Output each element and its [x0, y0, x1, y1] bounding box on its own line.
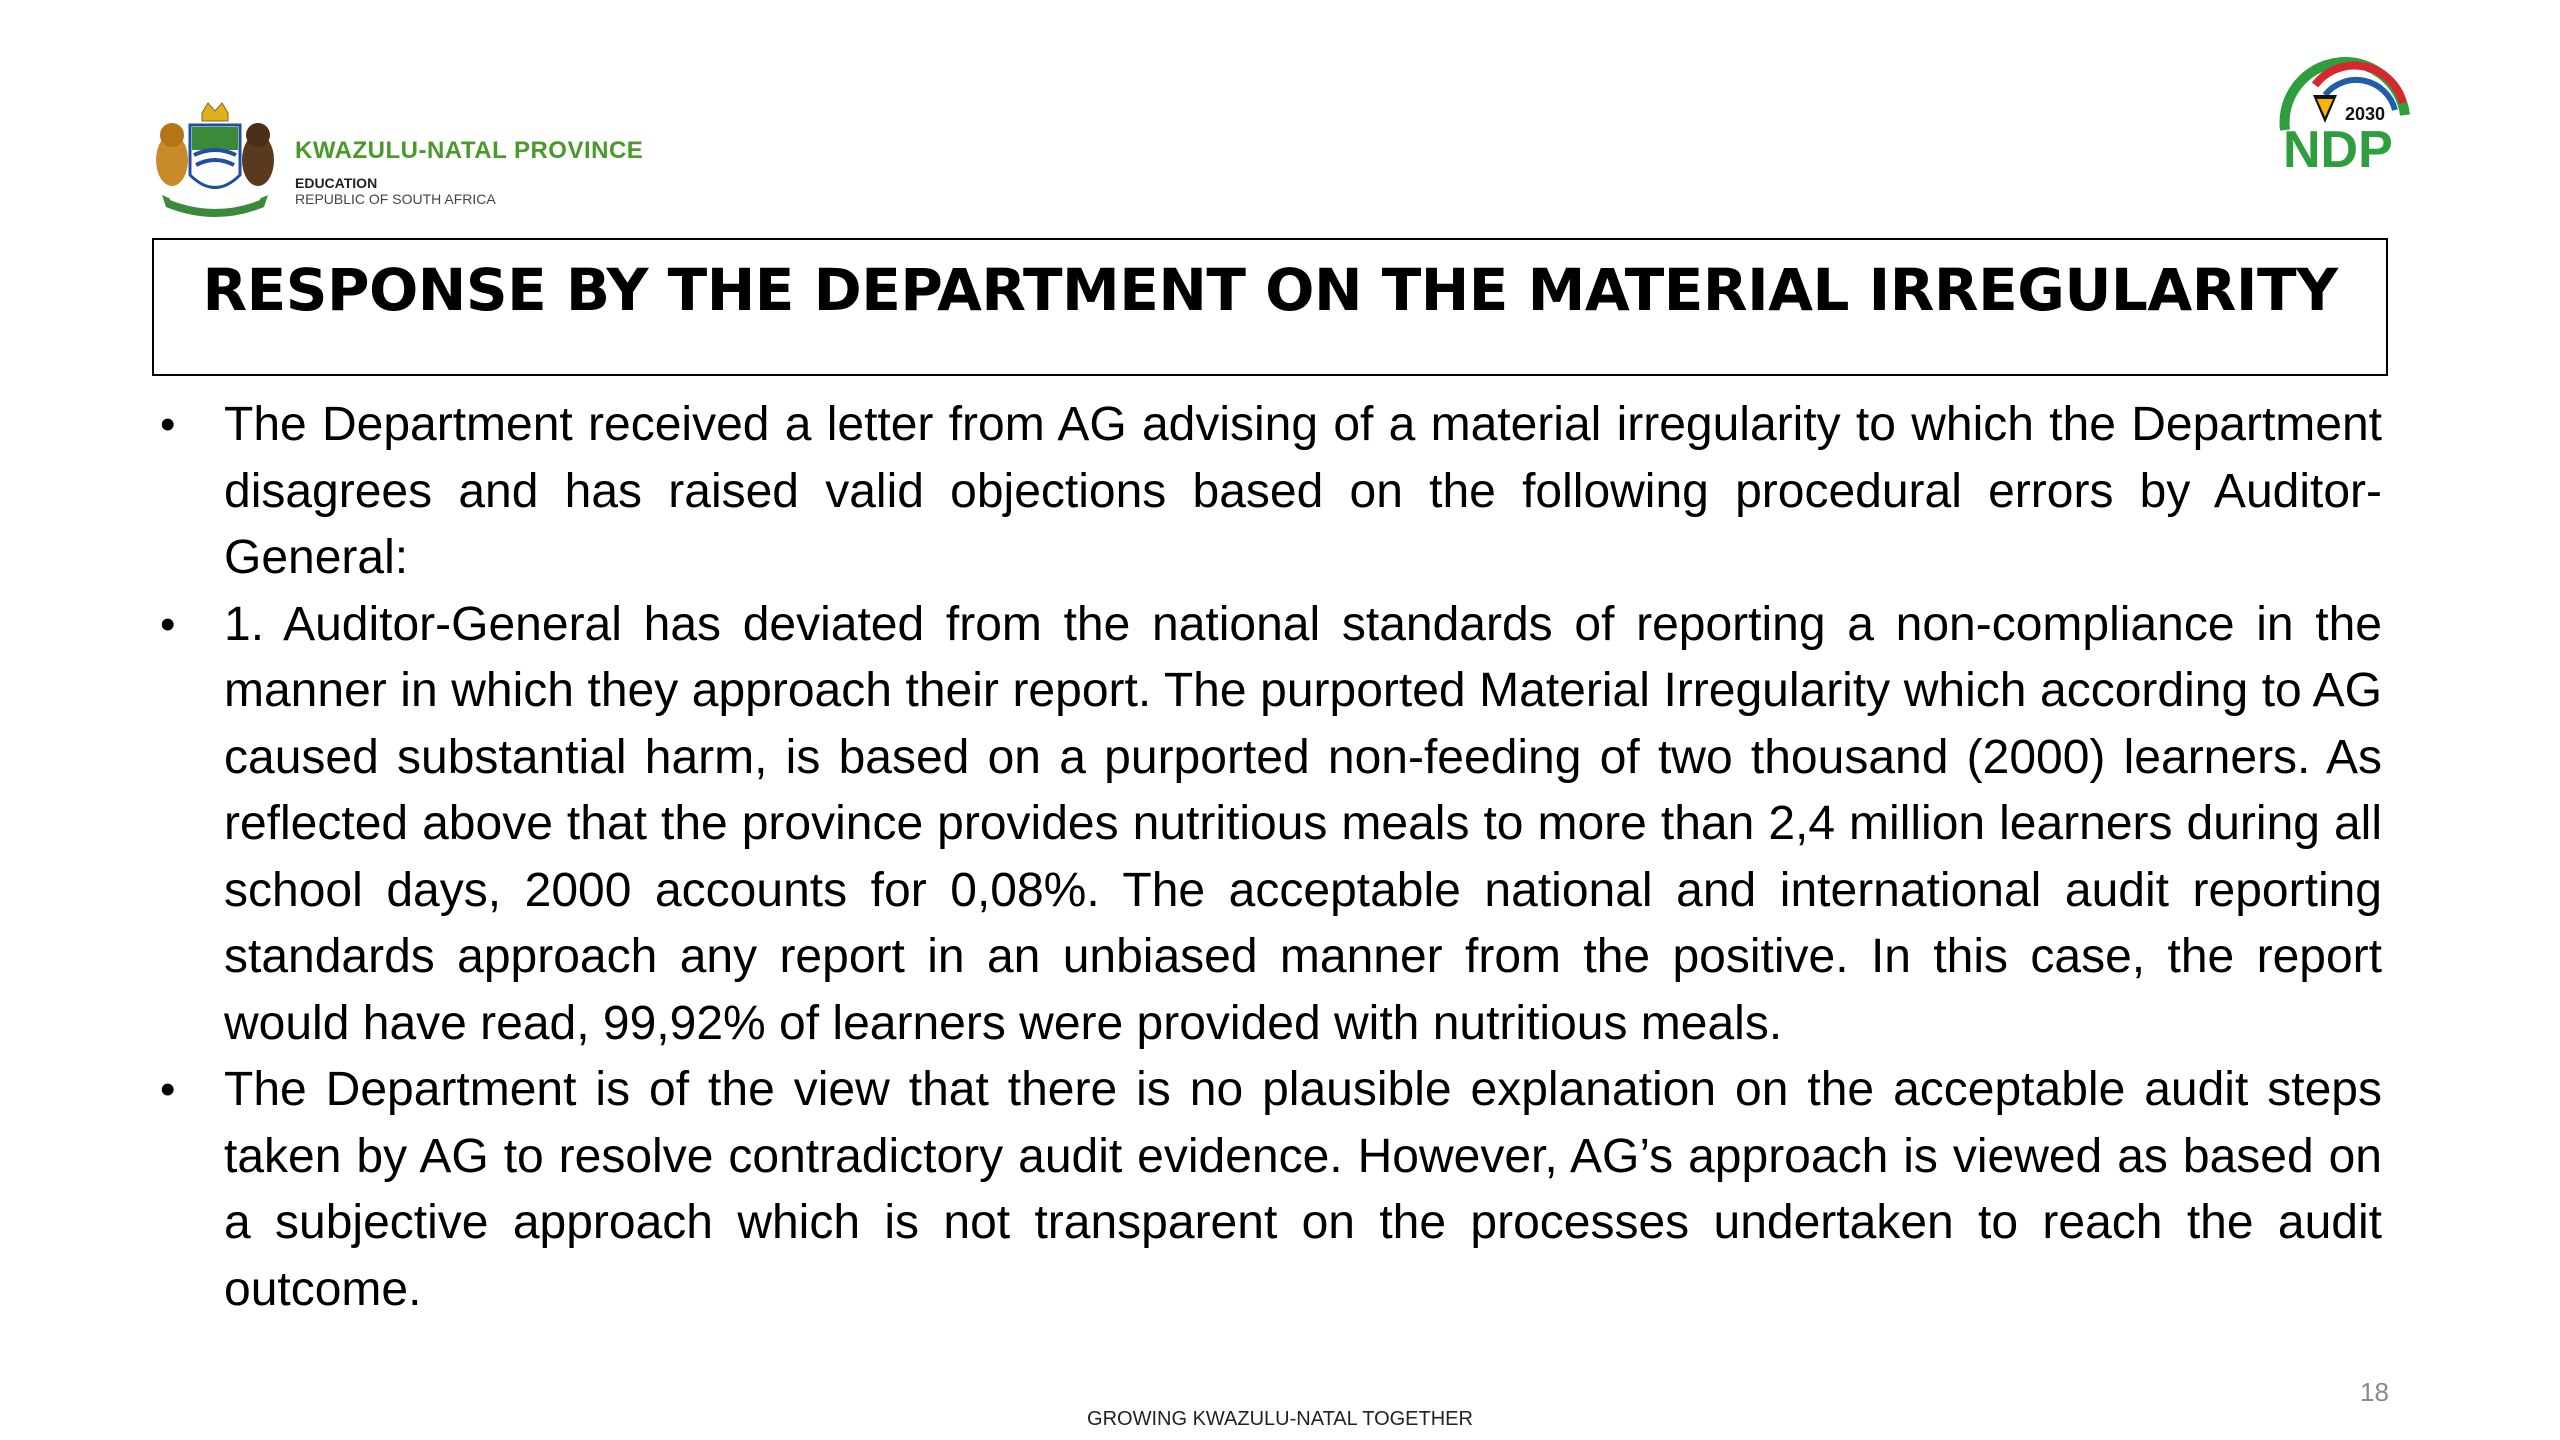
province-name: KWAZULU-NATAL PROVINCE [295, 137, 644, 164]
slide-title: RESPONSE BY THE DEPARTMENT ON THE MATERIAL IRREGULARITY [202, 256, 2338, 324]
department-name: EDUCATION [295, 175, 378, 191]
bullet-item [152, 392, 2382, 592]
bullet-list [152, 392, 2382, 1323]
svg-text:NDP: NDP [2283, 121, 2393, 179]
bullet-text: 1. Auditor-General has deviated from the national standards of reporting a non-compliance in the manner in which they approach their report. The purported Material Irregularity which according to AG caused substantial harm, is based on a purported non-feeding of two thousand (2000) learners. As reflected above that the province provides nutritious meals to more than 2,4 million learners during all school days, 2000 accounts for 0,08%. The acceptable national and international audit reporting standards approach any report in an unbiased manner from the positive. In this case, the report would have read, 99,92% of learners were provided with nutritious meals. [224, 597, 2382, 1050]
footer-slogan: GROWING KWAZULU-NATAL TOGETHER [1087, 1408, 1473, 1430]
bullet-dot-icon: • [160, 400, 176, 449]
republic-name: REPUBLIC OF SOUTH AFRICA [295, 191, 496, 207]
title-box [152, 238, 2388, 376]
bullet-text: The Department is of the view that there is no plausible explanation on the acceptable audit steps taken by AG to resolve contradictory audit evidence. However, AG’s approach is viewed as based on a subjective approach which is not transparent on the processes undertaken to reach the audit outcome. [224, 1063, 2382, 1316]
bullet-text: The Department received a letter from AG advising of a material irregularity to which the Department disagrees and has raised valid objections based on the following procedural errors by Auditor-General: [224, 398, 2382, 584]
page-number: 18 [2360, 1377, 2389, 1407]
bullet-item [152, 1057, 2382, 1323]
ndp-2030-logo-icon [2275, 55, 2415, 185]
bullet-dot-icon: • [160, 1065, 176, 1114]
bullet-dot-icon: • [160, 599, 176, 649]
svg-text:2030: 2030 [2345, 104, 2386, 124]
bullet-item [152, 592, 2382, 1058]
kzn-education-logo [150, 95, 670, 225]
coat-of-arms-icon [150, 95, 280, 225]
